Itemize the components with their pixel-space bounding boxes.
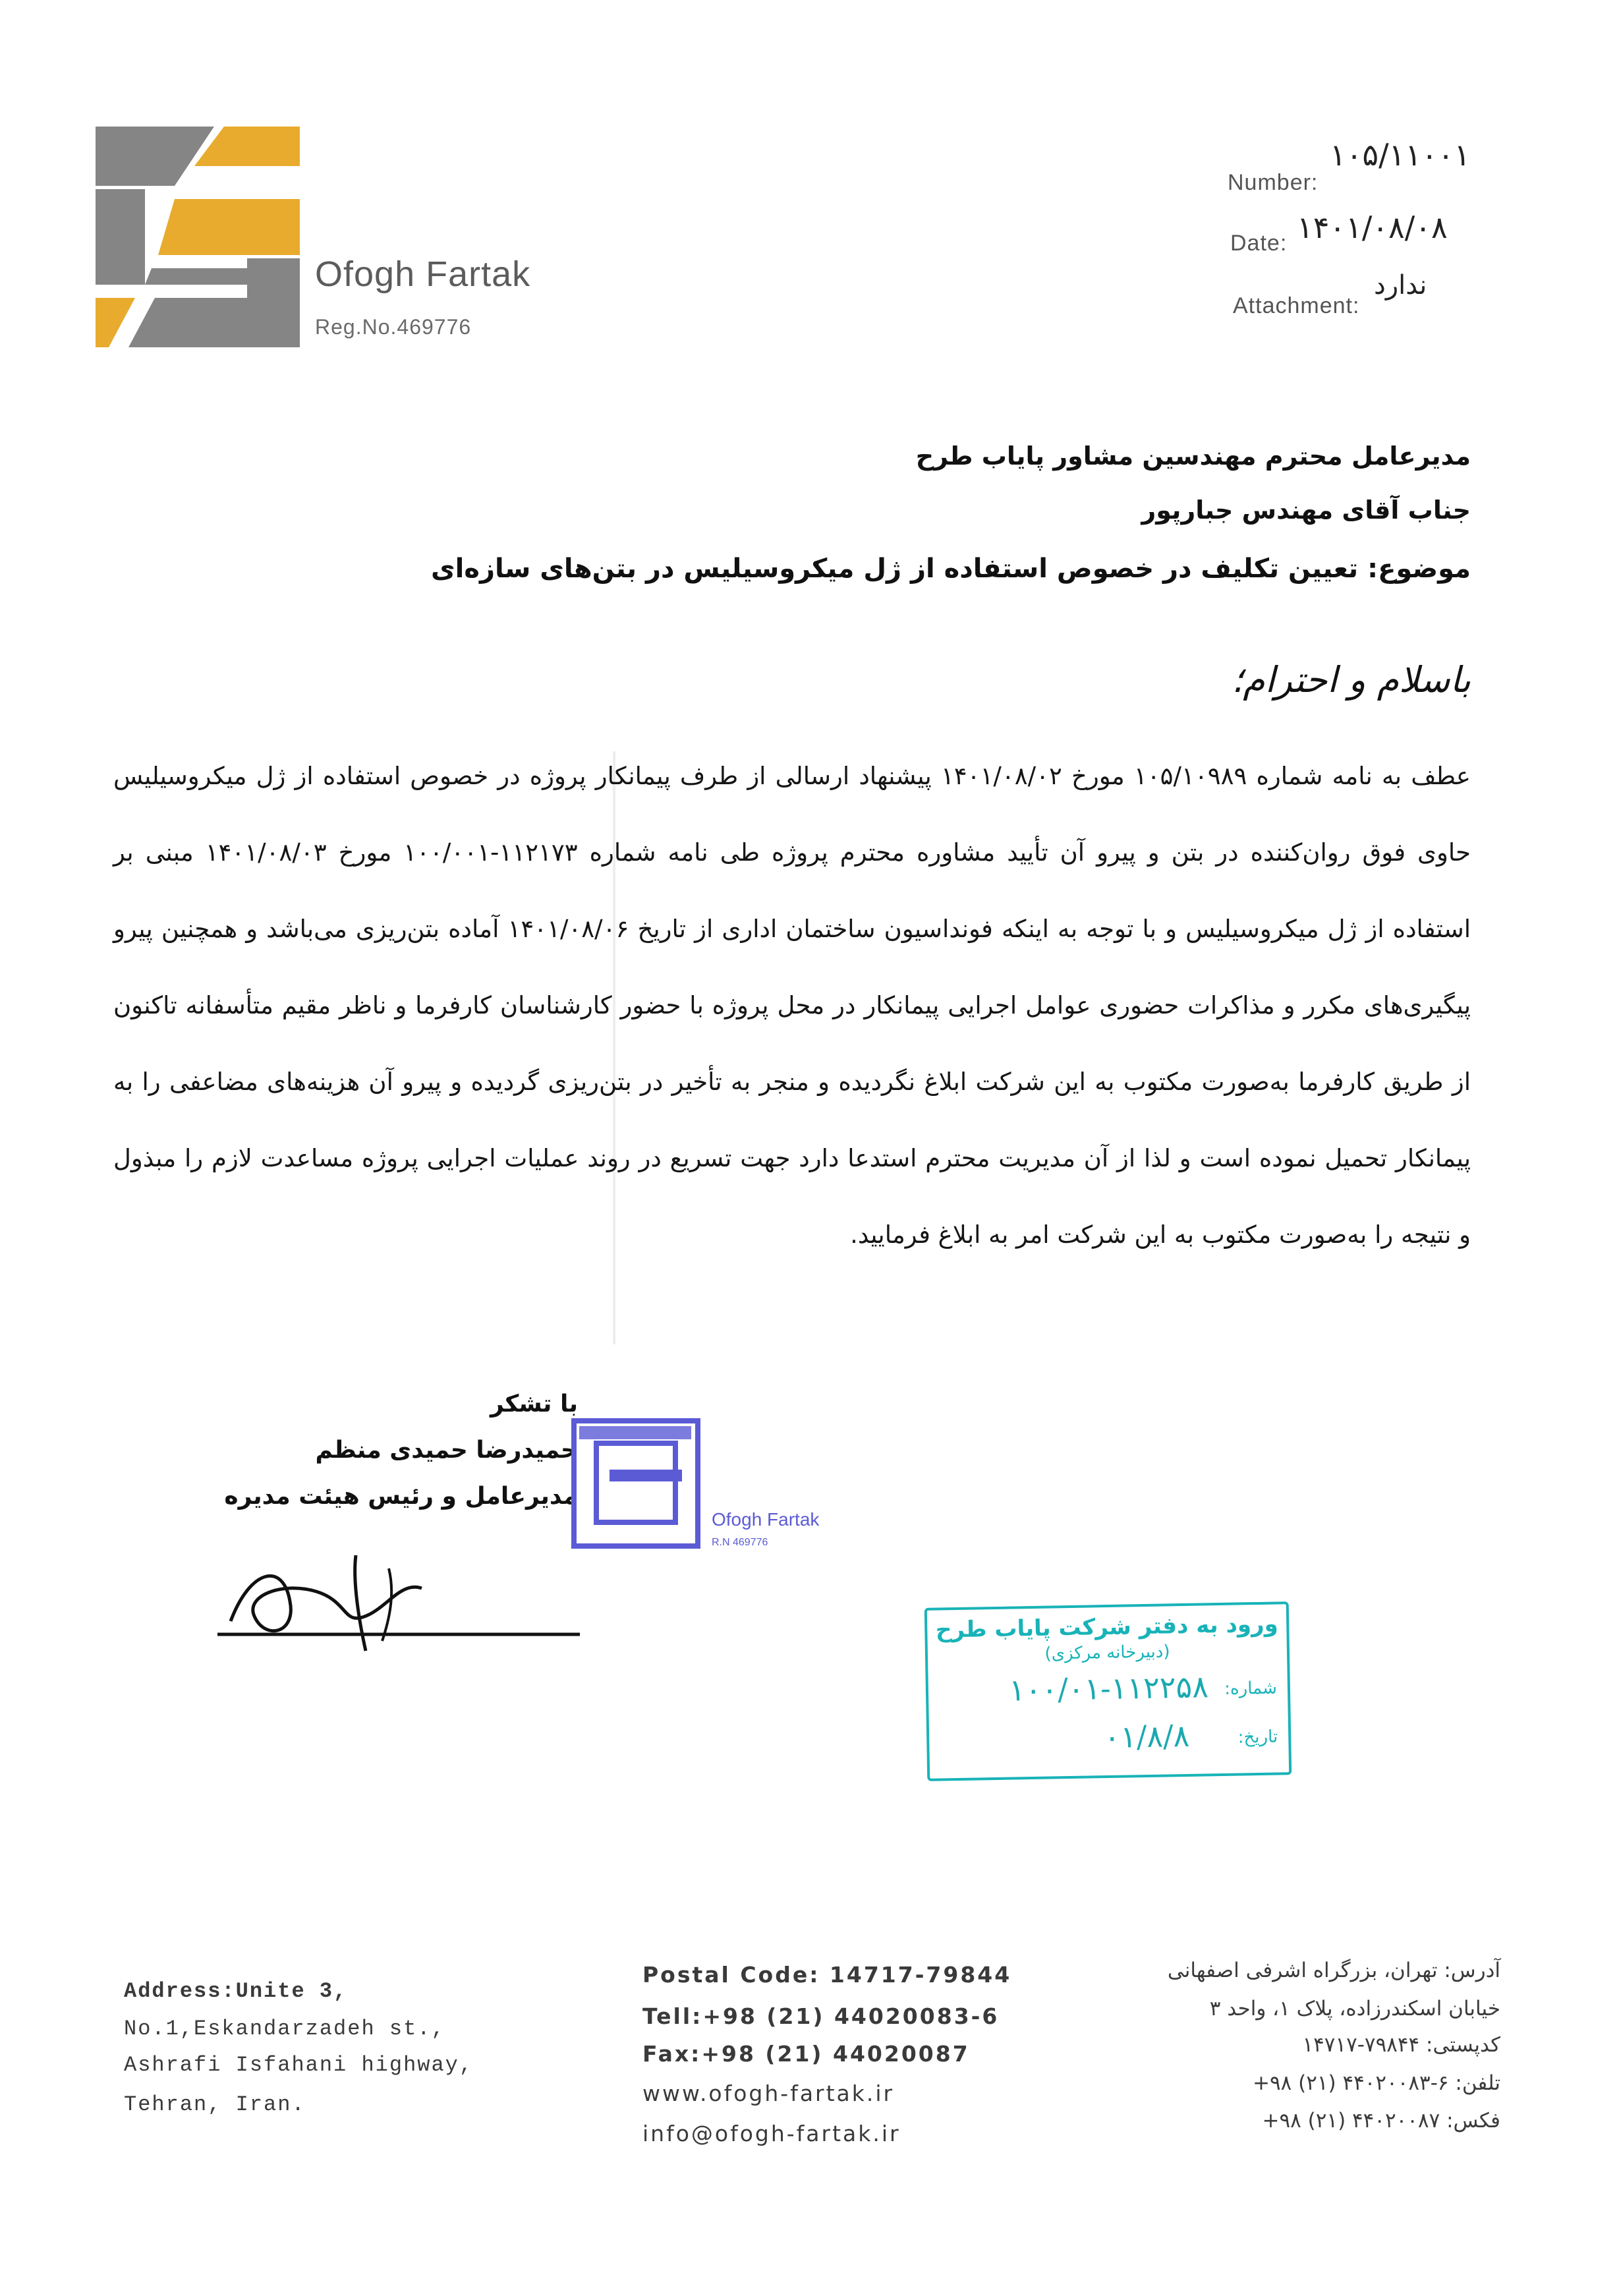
footer-email[interactable]: info@ofogh-fartak.ir [642, 2121, 901, 2146]
handwritten-signature [191, 1542, 586, 1661]
footer-postal-code: Postal Code: 14717-79844 [642, 1962, 1012, 1988]
stamp-reg: R.N 469776 [712, 1537, 768, 1548]
footer-tel: Tell:+98 (21) 44020083-6 [642, 2003, 1000, 2029]
footer-fa-address-line1: آدرس: تهران، بزرگراه اشرفی اصفهانی [1167, 1959, 1500, 1982]
received-number-label: شماره: [1224, 1678, 1278, 1699]
footer-fa-address-line2: خیابان اسکندرزاده، پلاک ۱، واحد ۳ [1209, 1997, 1500, 2021]
greeting: باسلام و احترام؛ [1232, 659, 1471, 701]
registration-number: Reg.No.469776 [315, 315, 472, 339]
brand-name: Ofogh Fartak [315, 254, 531, 294]
company-stamp [570, 1417, 834, 1559]
number-value: ۱۰۵/۱۱۰۰۱ [1330, 137, 1471, 173]
footer-address-line4: Tehran, Iran. [124, 2092, 306, 2117]
footer-website[interactable]: www.ofogh-fartak.ir [642, 2081, 895, 2106]
received-stamp-subtitle: (دبیرخانه مرکزی) [1044, 1642, 1170, 1664]
date-value: ۱۴۰۱/۰۸/۰۸ [1297, 210, 1448, 245]
number-label: Number: [1228, 170, 1319, 195]
addressee-line1: مدیرعامل محترم مهندسین مشاور پایاب طرح [915, 442, 1471, 471]
letter-body: عطف به نامه شماره ۱۰۵/۱۰۹۸۹ مورخ ۱۴۰۱/۰۸/۰۲ پیشنهاد ارسالی از طرف پیمانکار پروژه در خصوص استفاده از ژل میکروسیلیس حاوی فوق روان‌کننده در بتن و پیرو آن تأیید مشاوره محترم پروژه طی نامه شماره ۱۱۲۱۷۳-۱۰۰/۰۰۱ مورخ ۱۴۰۱/۰۸/۰۳ مبنی بر استفاده از ژل میکروسیلیس و با توجه به اینکه فونداسیون ساختمان اداری از تاریخ ۱۴۰۱/۰۸/۰۶ آماده بتن‌ریزی می‌باشد و همچنین پیرو پیگیری‌های مکرر و مذاکرات حضوری عوامل اجرایی پیمانکار در محل پروژه با حضور کارشناسان کارفرما و ناظر مقیم متأسفانه تاکنون از طریق کارفرما به‌صورت مکتوب به این شرکت ابلاغ نگردیده و منجر به تأخیر در بتن‌ریزی گردیده و پیرو آن هزینه‌های مضاعفی را به پیمانکار تحمیل نموده است و لذا از آن مدیریت محترم استدعا دارد جهت تسریع در روند عملیات اجرایی پروژه مساعدت لازم را مبذول و نتیجه را به‌صورت مکتوب به این شرکت امر به ابلاغ فرمایید. [113, 762, 1471, 1249]
stamp-brand: Ofogh Fartak [712, 1509, 820, 1530]
signatory-name: حمیدرضا حمیدی منظم [315, 1437, 578, 1464]
received-date-value: ۰۱/۸/۸ [1103, 1717, 1190, 1756]
footer-address-line2: No.1,Eskandarzadeh st., [124, 2017, 445, 2041]
attachment-value: ندارد [1374, 270, 1427, 301]
footer-fa-tel: تلفن: ۶-۴۴۰۲۰۰۸۳ (۲۱) ۹۸+ [1252, 2071, 1500, 2095]
footer-fax: Fax:+98 (21) 44020087 [642, 2041, 970, 2067]
received-stamp [924, 1601, 1292, 1781]
signatory-title: مدیرعامل و رئیس هیئت مدیره [224, 1483, 578, 1510]
received-number-value: ۱۰۰/۰۱-۱۱۲۲۵۸ [1008, 1669, 1209, 1708]
footer-fa-fax: فکس: ۴۴۰۲۰۰۸۷ (۲۱) ۹۸+ [1262, 2109, 1500, 2133]
company-logo [96, 127, 300, 347]
footer-address-line3: Ashrafi Isfahani highway, [124, 2053, 474, 2077]
attachment-label: Attachment: [1233, 293, 1360, 318]
received-date-label: تاریخ: [1237, 1727, 1278, 1748]
signature-thanks: با تشکر [490, 1391, 578, 1418]
subject-line: موضوع: تعیین تکلیف در خصوص استفاده از ژل میکروسیلیس در بتن‌های سازه‌ای [430, 554, 1471, 584]
footer-address-line1: Address:Unite 3, [124, 1979, 348, 2003]
received-stamp-title: ورود به دفتر شرکت پایاب طرح [935, 1611, 1279, 1644]
date-label: Date: [1230, 231, 1288, 256]
footer-fa-postal: کدپستی: ۷۹۸۴۴-۱۴۷۱۷ [1302, 2033, 1500, 2057]
addressee-line2: جناب آقای مهندس جبارپور [1141, 496, 1471, 525]
